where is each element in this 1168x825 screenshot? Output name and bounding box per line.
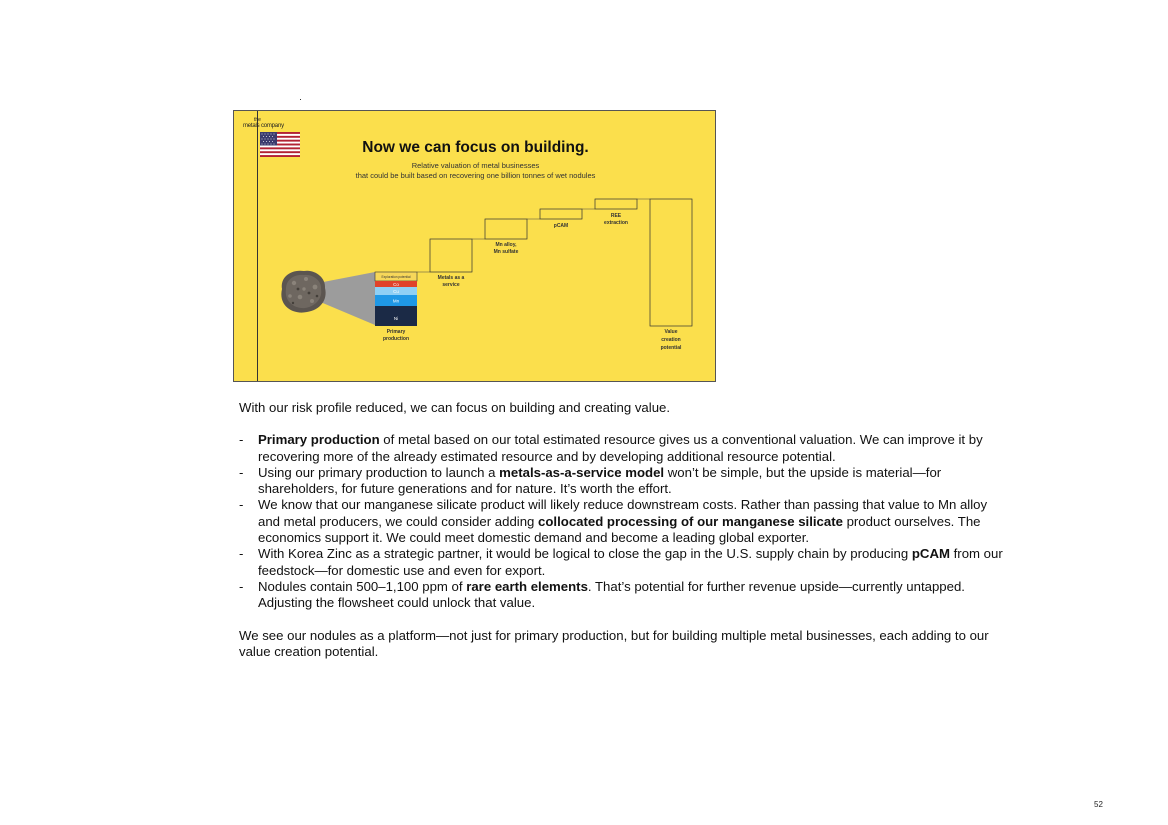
stray-mark xyxy=(300,99,301,100)
bullet-text: of metal based on our total estimated resource gives us a conventional valuation. We can improve it by recovering more of the already estimated resource and by developing additional resource potential. xyxy=(258,432,983,464)
list-item xyxy=(239,432,1009,465)
bullet-text: product ourselves. The economics support it. We could meet domestic demand and become a leading global exporter. xyxy=(258,513,981,546)
page-number: 52 xyxy=(1094,800,1103,809)
bullet-text: We know that our manganese silicate product will likely reduce downstream costs. Rather than passing that value to Mn alloy and metal producers, we could consider adding xyxy=(258,497,988,529)
segment-label-exploration: Exploration potential xyxy=(381,274,411,279)
bar-pcam xyxy=(540,209,582,219)
waterfall-chart xyxy=(234,111,716,382)
waterfall-connectors xyxy=(417,199,650,272)
bullet-dash: - xyxy=(239,497,244,513)
bullet-dash: - xyxy=(239,578,244,594)
bullet-text: With Korea Zinc as a strategic partner, it would be logical to close the gap in the U.S. supply chain by producing xyxy=(258,546,912,562)
label-primary: Primary xyxy=(386,329,406,335)
label-service: service xyxy=(442,282,460,288)
slide-subtitle-line1: Relative valuation of metal businesses xyxy=(411,161,540,170)
segment-label-cu: Cu xyxy=(393,288,399,294)
bullet-text: won’t be simple, but the upside is material—for shareholders, for future generations and for nature. It’s worth the effort. xyxy=(258,464,942,497)
bullet-bold: Primary production xyxy=(258,432,380,448)
label-production: production xyxy=(382,336,410,342)
label-mn-alloy: Mn alloy, xyxy=(495,242,517,248)
segment-label-mn: Mn xyxy=(392,298,400,304)
logo-name: metals company xyxy=(243,123,284,129)
bullet-dash: - xyxy=(239,464,244,480)
label-pcam: pCAM xyxy=(553,223,569,229)
bar-mn-alloy xyxy=(485,219,527,239)
bullet-text: Using our primary production to launch a xyxy=(258,464,500,480)
bullet-bold: rare earth elements xyxy=(466,578,588,594)
logo-the: the xyxy=(254,117,261,123)
list-item xyxy=(239,465,1009,498)
bullet-bold: collocated processing of our manganese silicate xyxy=(538,513,843,529)
bullet-list xyxy=(239,432,1009,611)
list-item xyxy=(239,546,1009,579)
bullet-text: . That’s potential for further revenue upside—currently untapped. Adjusting the flowsheet could unlock that value. xyxy=(258,578,965,611)
label-potential: potential xyxy=(660,345,682,351)
label-value: Value xyxy=(664,329,678,335)
nodule-image xyxy=(281,271,375,325)
slide-subtitle-line2: that could be built based on recovering one billion tonnes of wet nodules xyxy=(355,171,596,180)
label-ree: REE xyxy=(610,213,622,219)
label-creation: creation xyxy=(661,337,681,343)
label-extraction: extraction xyxy=(604,220,628,226)
closing-paragraph: We see our nodules as a platform—not just for primary production, but for building multiple metal businesses, each adding to our value creation potential. xyxy=(239,627,989,659)
bullet-bold: metals-as-a-service model xyxy=(499,464,665,480)
bullet-text: from our feedstock—for domestic use and even for export. xyxy=(258,546,1003,578)
label-metals-as-a: Metals as a xyxy=(437,275,465,281)
bullet-dash: - xyxy=(239,546,244,562)
bullet-text: Nodules contain 500–1,100 ppm of xyxy=(258,578,467,594)
list-item xyxy=(239,579,1009,612)
bar-ree-extraction xyxy=(595,199,637,209)
intro-paragraph: With our risk profile reduced, we can focus on building and creating value. xyxy=(239,400,671,415)
bullet-dash: - xyxy=(239,432,244,448)
slide-image xyxy=(233,110,716,382)
bar-primary-production xyxy=(375,272,417,326)
body-text xyxy=(239,400,1009,660)
list-item xyxy=(239,497,1009,546)
label-mn-sulfate: Mn sulfate xyxy=(493,249,519,255)
bar-value-creation-potential xyxy=(650,199,692,326)
segment-label-co: Co xyxy=(393,281,399,287)
segment-label-ni: Ni xyxy=(393,316,399,321)
bar-metals-as-a-service xyxy=(430,239,472,272)
slide-title: Now we can focus on building. xyxy=(362,139,589,156)
bullet-bold: pCAM xyxy=(911,546,950,562)
